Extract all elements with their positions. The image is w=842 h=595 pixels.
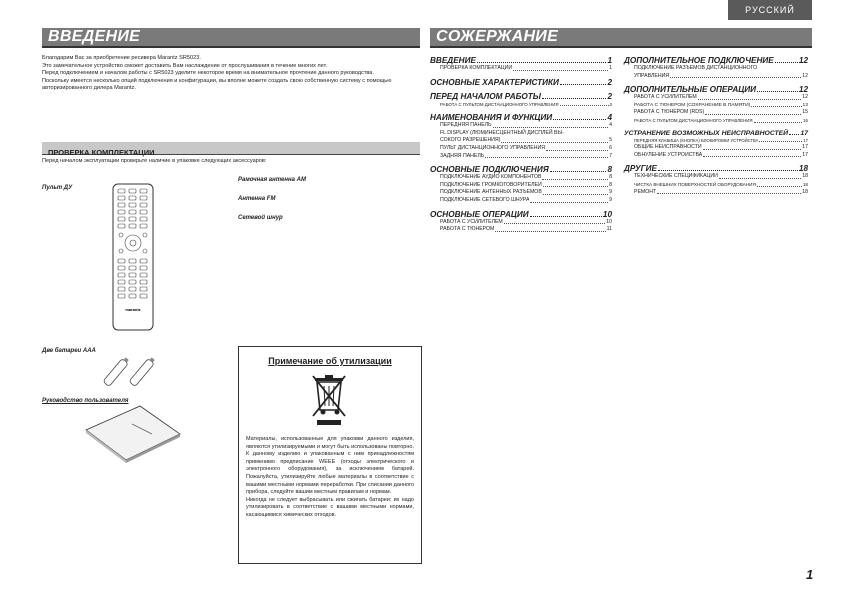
toc-entry[interactable]: ПУЛЬТ ДИСТАНЦИОННОГО УПРАВЛЕНИЯ 6 [440,144,612,151]
intro-title: ВВЕДЕНИЕ [48,28,141,45]
toc-entry[interactable]: ПОДКЛЮЧЕНИЕ АУДИО КОМПОНЕНТОВ 8 [440,174,612,181]
toc-entry[interactable]: РАБОТА С УСИЛИТЕЛЕМ 12 [634,94,808,101]
power-cord-label: Сетевой шнур [238,215,283,221]
toc-entry[interactable]: ПОДКЛЮЧЕНИЕ ГРОМКОГОВОРИТЕЛЕЙ 8 [440,181,612,188]
toc-entry[interactable]: РЕМОНТ 18 [634,188,808,195]
toc-entry[interactable]: УПРАВЛЕНИЯ 12 [634,72,808,79]
intro-paragraph: Это замечательное устройство сможет доставить Вам наслаждение от прослушивания в течение многих лет. [42,62,328,69]
batteries-label: Две батареи AAA [42,348,96,354]
toc-entry[interactable]: РАБОТА С ТЮНЕРОМ 11 [440,226,612,233]
remote-label: Пульт ДУ [42,185,73,191]
toc-entry[interactable]: РАБОТА С ТЮНЕРОМ (RDS) 15 [634,109,808,116]
toc-entry[interactable]: ЗАДНЯЯ ПАНЕЛЬ 7 [440,152,612,159]
intro-paragraph: Благодарим Вас за приобретение ресивера Marantz SR5023. [42,55,201,61]
toc-entry[interactable]: СОКОГО РАЗРЕШЕНИЯ) 5 [440,137,612,144]
toc-section[interactable]: ВВЕДЕНИЕ 1 [430,56,612,65]
toc-section[interactable]: ДРУГИЕ 18 [624,164,808,174]
remote-brand: marantz [125,307,141,312]
toc-title-band [430,28,812,48]
toc-section[interactable]: УСТРАНЕНИЕ ВОЗМОЖНЫХ НЕИСПРАВНОСТЕЙ 17 [624,129,808,137]
toc-section[interactable]: ОСНОВНЫЕ ОПЕРАЦИИ 10 [430,209,612,219]
toc-entry-line[interactable]: FL DISPLAY (ЛЮМИНЕСЦЕНТНЫЙ ДИСПЛЕЙ ВЫ- [440,129,564,136]
kit-heading: ПРОВЕРКА КОМПЛЕКТАЦИИ [48,148,155,157]
manual-illustration [82,400,182,464]
toc-entry[interactable]: ПЕРЕДНЯЯ КЛАВИША (КНОПКА) БЛОКИРОВКИ УСТРОЙСТВА 17 [634,137,808,143]
disposal-title: Примечание об утилизации [268,356,392,366]
page-number: 1 [806,567,814,582]
toc-entry[interactable]: РАБОТА С УСИЛИТЕЛЕМ 10 [440,218,612,225]
intro-paragraph: Поскольку имеется несколько опций подключения и конфигурации, вы вполне можете создать свою собственную систему с помощью авторизированного дилера Marantz. [42,77,392,92]
toc-entry[interactable]: ОБНУЛЕНИЕ УСТРОЙСТВА 17 [634,151,808,158]
batteries-illustration [100,350,166,388]
toc-entry[interactable]: ПОДКЛЮЧЕНИЕ СЕТЕВОГО ШНУРА 9 [440,196,612,203]
fm-antenna-label: Антенна FM [238,196,276,202]
toc-entry[interactable]: ПЕРЕДНЯЯ ПАНЕЛЬ 4 [440,122,612,129]
toc-entry[interactable]: ОБЩИЕ НЕИСПРАВНОСТИ 17 [634,144,808,151]
toc-section[interactable]: ОСНОВНЫЕ ПОДКЛЮЧЕНИЯ 8 [430,165,612,175]
weee-bin-icon [309,374,349,426]
toc-entry[interactable]: ПРОВЕРКА КОМПЛЕКТАЦИИ 1 [440,65,612,71]
toc-section[interactable]: ДОПОЛНИТЕЛЬНОЕ ПОДКЛЮЧЕНИЕ 12 [624,56,808,65]
toc-entry[interactable]: РАБОТА С ПУЛЬТОМ ДИСТАНЦИОННОГО УПРАВЛЕНИЯ 16 [634,117,808,123]
intro-title-band [42,28,420,48]
language-label: РУССКИЙ [745,5,795,15]
toc-section[interactable]: ДОПОЛНИТЕЛЬНЫЕ ОПЕРАЦИИ 12 [624,85,808,95]
am-antenna-label: Рамочная антенна AM [238,177,306,183]
toc-section[interactable]: ОСНОВНЫЕ ХАРАКТЕРИСТИКИ 2 [430,77,612,87]
toc-column-1 [430,56,612,234]
intro-text [42,55,420,93]
toc-title: СОЖЕРЖАНИЕ [436,28,559,45]
toc-column-2 [624,56,808,196]
toc-section[interactable]: ПЕРЕД НАЧАЛОМ РАБОТЫ 2 [430,91,612,101]
disposal-text: Материалы, использованные для упаковки данного изделия, являются утилизируемыми и могут быть использованы повторно. К данному изделию и упакованным с ним принадлежностям применимо предписание WEEE (отходы электрического и электронного оборудования), за исключением батарей. Пожалуйста, утилизируйте любые материалы в соответствие с вашими местными нормами переработки. При списании данного прибора, следуйте вашим местным правилам и нормам. Никогда не следует выбрасывать или сжигать батареи; их надо утилизировать в соответствие с вашими местными нормами, касающимися химических отходов. [246,436,414,518]
toc-section[interactable]: НАИМЕНОВАНИЯ И ФУНКЦИИ 4 [430,113,612,123]
toc-entry-line[interactable]: ПОДКЛЮЧЕНИЕ РАЗЪЕМОВ ДИСТАНЦИОННОГО [634,65,758,71]
intro-paragraph: Перед подключением и началом работы с SR5023 уделите некоторое время на внимательное прочтение данного руководства. [42,70,374,77]
kit-heading-band [42,142,420,155]
toc-entry[interactable]: РАБОТА С ТЮНЕРОМ (СОХРАНЕНИЕ В ПАМЯТИ) 13 [634,102,808,108]
language-tab [728,0,812,20]
manual-label: Руководство пользователя [42,398,129,404]
toc-entry[interactable]: ПОДКЛЮЧЕНИЕ АНТЕННЫХ РАЗЪЕМОВ 9 [440,189,612,196]
kit-lead: Перед началом эксплуатации проверьте наличие в упаковке следующих аксессуаров: [42,158,267,164]
toc-entry[interactable]: ТЕХНИЧЕСКИЕ СПЕЦИФИКАЦИИ 18 [634,173,808,180]
toc-entry[interactable]: РАБОТА С ПУЛЬТОМ ДИСТАНЦИОННОГО УПРАВЛЕНИЯ 3 [440,101,612,107]
toc-entry[interactable]: ЧИСТКА ВНЕШНИХ ПОВЕРХНОСТЕЙ ОБОРУДОВАНИЯ 18 [634,181,808,187]
remote-control-illustration [112,183,154,331]
